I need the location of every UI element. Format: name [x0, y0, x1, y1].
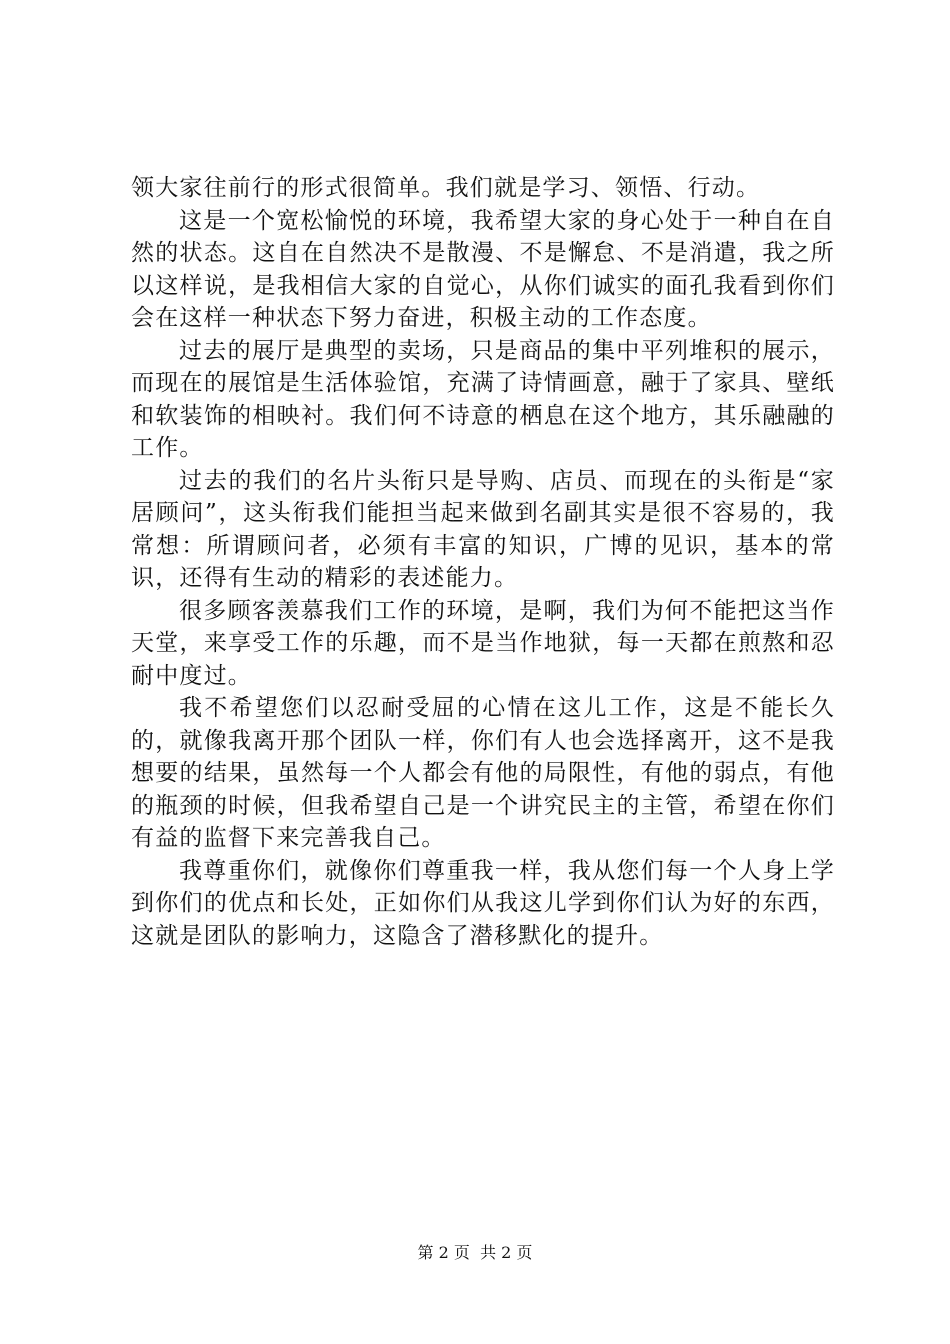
page-number-label: 第 2 页 共 2 页 — [417, 1243, 533, 1262]
document-body — [131, 172, 835, 952]
paragraph-6: 我不希望您们以忍耐受屈的心情在这儿工作，这是不能长久的，就像我离开那个团队一样，你们有人也会选择离开，这不是我想要的结果，虽然每一个人都会有他的局限性，有他的弱点，有他的瓶颈的时候，但我希望自己是一个讲究民主的主管，希望在你们有益的监督下来完善我自己。 — [131, 695, 835, 851]
page-footer — [0, 1243, 950, 1263]
paragraph-4: 过去的我们的名片头衔只是导购、店员、而现在的头衔是“家居顾问”，这头衔我们能担当起来做到名副其实是很不容易的，我常想：所谓顾问者，必须有丰富的知识，广博的见识，基本的常识，还得有生动的精彩的表述能力。 — [131, 467, 835, 591]
paragraph-5: 很多顾客羡慕我们工作的环境，是啊，我们为何不能把这当作天堂，来享受工作的乐趣，而不是当作地狱，每一天都在煎熬和忍耐中度过。 — [131, 597, 835, 689]
paragraph-7: 我尊重你们，就像你们尊重我一样，我从您们每一个人身上学到你们的优点和长处，正如你们从我这儿学到你们认为好的东西，这就是团队的影响力，这隐含了潜移默化的提升。 — [131, 857, 835, 949]
paragraph-2: 这是一个宽松愉悦的环境，我希望大家的身心处于一种自在自然的状态。这自在自然决不是散漫、不是懈怠、不是消遣，我之所以这样说，是我相信大家的自觉心，从你们诚实的面孔我看到你们会在这样一种状态下努力奋进，积极主动的工作态度。 — [131, 207, 835, 331]
paragraph-1: 领大家往前行的形式很简单。我们就是学习、领悟、行动。 — [131, 175, 761, 201]
paragraph-3: 过去的展厅是典型的卖场，只是商品的集中平列堆积的展示，而现在的展馆是生活体验馆，充满了诗情画意，融于了家具、壁纸和软装饰的相映衬。我们何不诗意的栖息在这个地方，其乐融融的工作。 — [131, 337, 835, 461]
